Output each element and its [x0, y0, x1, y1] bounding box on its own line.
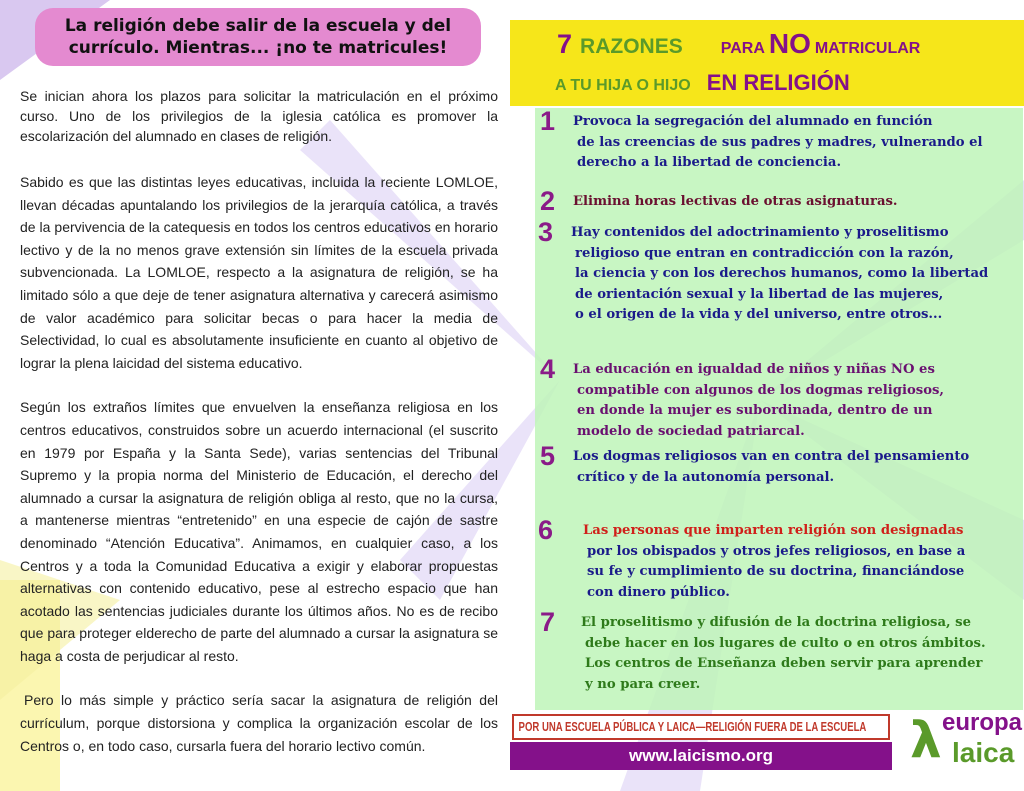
reason-line: en donde la mujer es subordinada, dentro de un: [577, 403, 933, 418]
reason-line: religioso que entran en contradicción con la razón,: [575, 245, 954, 261]
heading-no: NO: [768, 28, 811, 59]
reason-line: por los obispados y otros jefes religiosos, en base a: [587, 543, 966, 559]
heading-line-2: [555, 72, 850, 94]
reason-line: de las creencias de sus padres y madres, vulnerando el: [577, 134, 983, 150]
article-title: La religión debe salir de la escuela y del currículo. Mientras... ¡no te matricules!: [35, 8, 481, 66]
heading-razones: RAZONES: [580, 35, 683, 58]
reason-line: debe hacer en los lugares de culto o en otros ámbitos.: [585, 635, 986, 651]
reason-line: El proselitismo y difusión de la doctrina religiosa, se: [581, 615, 971, 630]
reason-line: o el origen de la vida y del universo, entre otros...: [575, 307, 943, 322]
slogan-text: POR UNA ESCUELA PÚBLICA Y LAICA—RELIGIÓN FUERA DE LA ESCUELA: [518, 720, 867, 734]
heading-hijo: A TU HIJA O HIJO: [555, 77, 691, 94]
heading-para: PARA: [720, 40, 765, 57]
reason-line: modelo de sociedad patriarcal.: [577, 423, 805, 439]
reason-line: Hay contenidos del adoctrinamiento y proselitismo: [571, 225, 949, 240]
reason-line: derecho a la libertad de conciencia.: [577, 155, 842, 170]
website-link[interactable]: www.laicismo.org: [510, 742, 892, 770]
reason-number: 7: [540, 607, 556, 637]
reason-line: de orientación sexual y la libertad de las mujeres,: [575, 286, 944, 302]
reason-number: 5: [540, 441, 556, 471]
reason-line: con dinero público.: [587, 584, 730, 600]
paragraph: Sabido es que las distintas leyes educativas, incluida la reciente LOMLOE, llevan décadas apuntalando los privilegios de la jerarquía católica, a través de la pervivencia de la catequesis en todos los centros educativos en horario lectivo y de la no menos grave extensión sin límites de la escuela privada subvencionada. La LOMLOE, respecto a la asignatura de religión, se ha limitado sólo a que deje de tener asignatura alternativa y carecerá asimismo de valor académico para solicitar becas o para hacer la media de Selectividad, lo cual es absolutamente insuficiente en cuanto al objetivo de lograr la plena laicidad del sistema educativo.: [20, 174, 498, 371]
reason-line: su fe y cumplimiento de su doctrina, financiándose: [587, 564, 965, 579]
logo-word: europa: [942, 709, 1023, 736]
reason-line: Las personas que imparten religión son designadas: [583, 523, 964, 538]
reason-number: 3: [538, 217, 554, 247]
slogan-banner: [512, 714, 890, 740]
reason-number: 1: [540, 106, 556, 136]
heading-matricular: MATRICULAR: [814, 40, 921, 57]
reason-line: la ciencia y con los derechos humanos, como la libertad: [575, 266, 989, 281]
reason-line: crítico y de la autonomía personal.: [577, 469, 835, 485]
reason-line: Los dogmas religiosos van en contra del pensamiento: [573, 449, 970, 464]
reason-line: compatible con algunos de los dogmas religiosos,: [577, 382, 945, 398]
paragraph: Según los extraños límites que envuelven la enseñanza religiosa en los centros educativos, construidos sobre un acuerdo internacional (el suscrito en 1979 por España y la Santa Sede), varias sentencias del Tribunal Supremo y la propia norma del Ministerio de Educación, el derecho del alumnado a cursar la asignatura de religión obliga al resto, que no la cursa, a mantenerse mientras “entretenido” en una especie de cajón de sastre denominado “Atención Educativa”. Animamos, en cualquier caso, a los Centros y a toda la Comunidad Educativa a exigir y elaborar propuestas alternativas con contenido educativo, pese al estrecho espacio que han acotado las sentencias judiciales durante los últimos años. No es de recibo que para proteger elderecho de parte del alumnado a cursar la asignatura se haga a costa de perjudicar al resto.: [20, 399, 498, 664]
article-body: [20, 86, 498, 779]
paragraph: Pero lo más simple y práctico sería sacar la asignatura de religión del currículum, porque distorsiona y complica la organización escolar de los Centros o, en todo caso, cursarla fuera del horario lectivo común.: [20, 692, 498, 754]
reason-line: Elimina horas lectivas de otras asignaturas.: [573, 194, 898, 209]
logo-word: laica: [952, 737, 1015, 768]
lambda-icon: λ: [910, 711, 942, 769]
poster: [510, 20, 1024, 772]
reason-number: 4: [540, 354, 556, 384]
heading-line-1: [557, 30, 920, 58]
reason-line: Provoca la segregación del alumnado en función: [573, 114, 933, 129]
reason-line: La educación en igualdad de niños y niñas NO es: [573, 362, 935, 377]
reason-number: 6: [538, 515, 554, 545]
reason-line: Los centros de Enseñanza deben servir para aprender: [585, 656, 983, 671]
heading-number: 7: [557, 29, 573, 59]
paragraph: Se inician ahora los plazos para solicitar la matriculación en el próximo curso. Uno de los privilegios de la iglesia católica es promover la escolarización del alumnado en clases de religión.: [20, 88, 498, 144]
heading-religion: EN RELIGIÓN: [706, 70, 850, 95]
reason-line: y no para creer.: [585, 676, 701, 692]
reason-number: 2: [540, 186, 556, 216]
europa-laica-logo: [910, 710, 1024, 772]
